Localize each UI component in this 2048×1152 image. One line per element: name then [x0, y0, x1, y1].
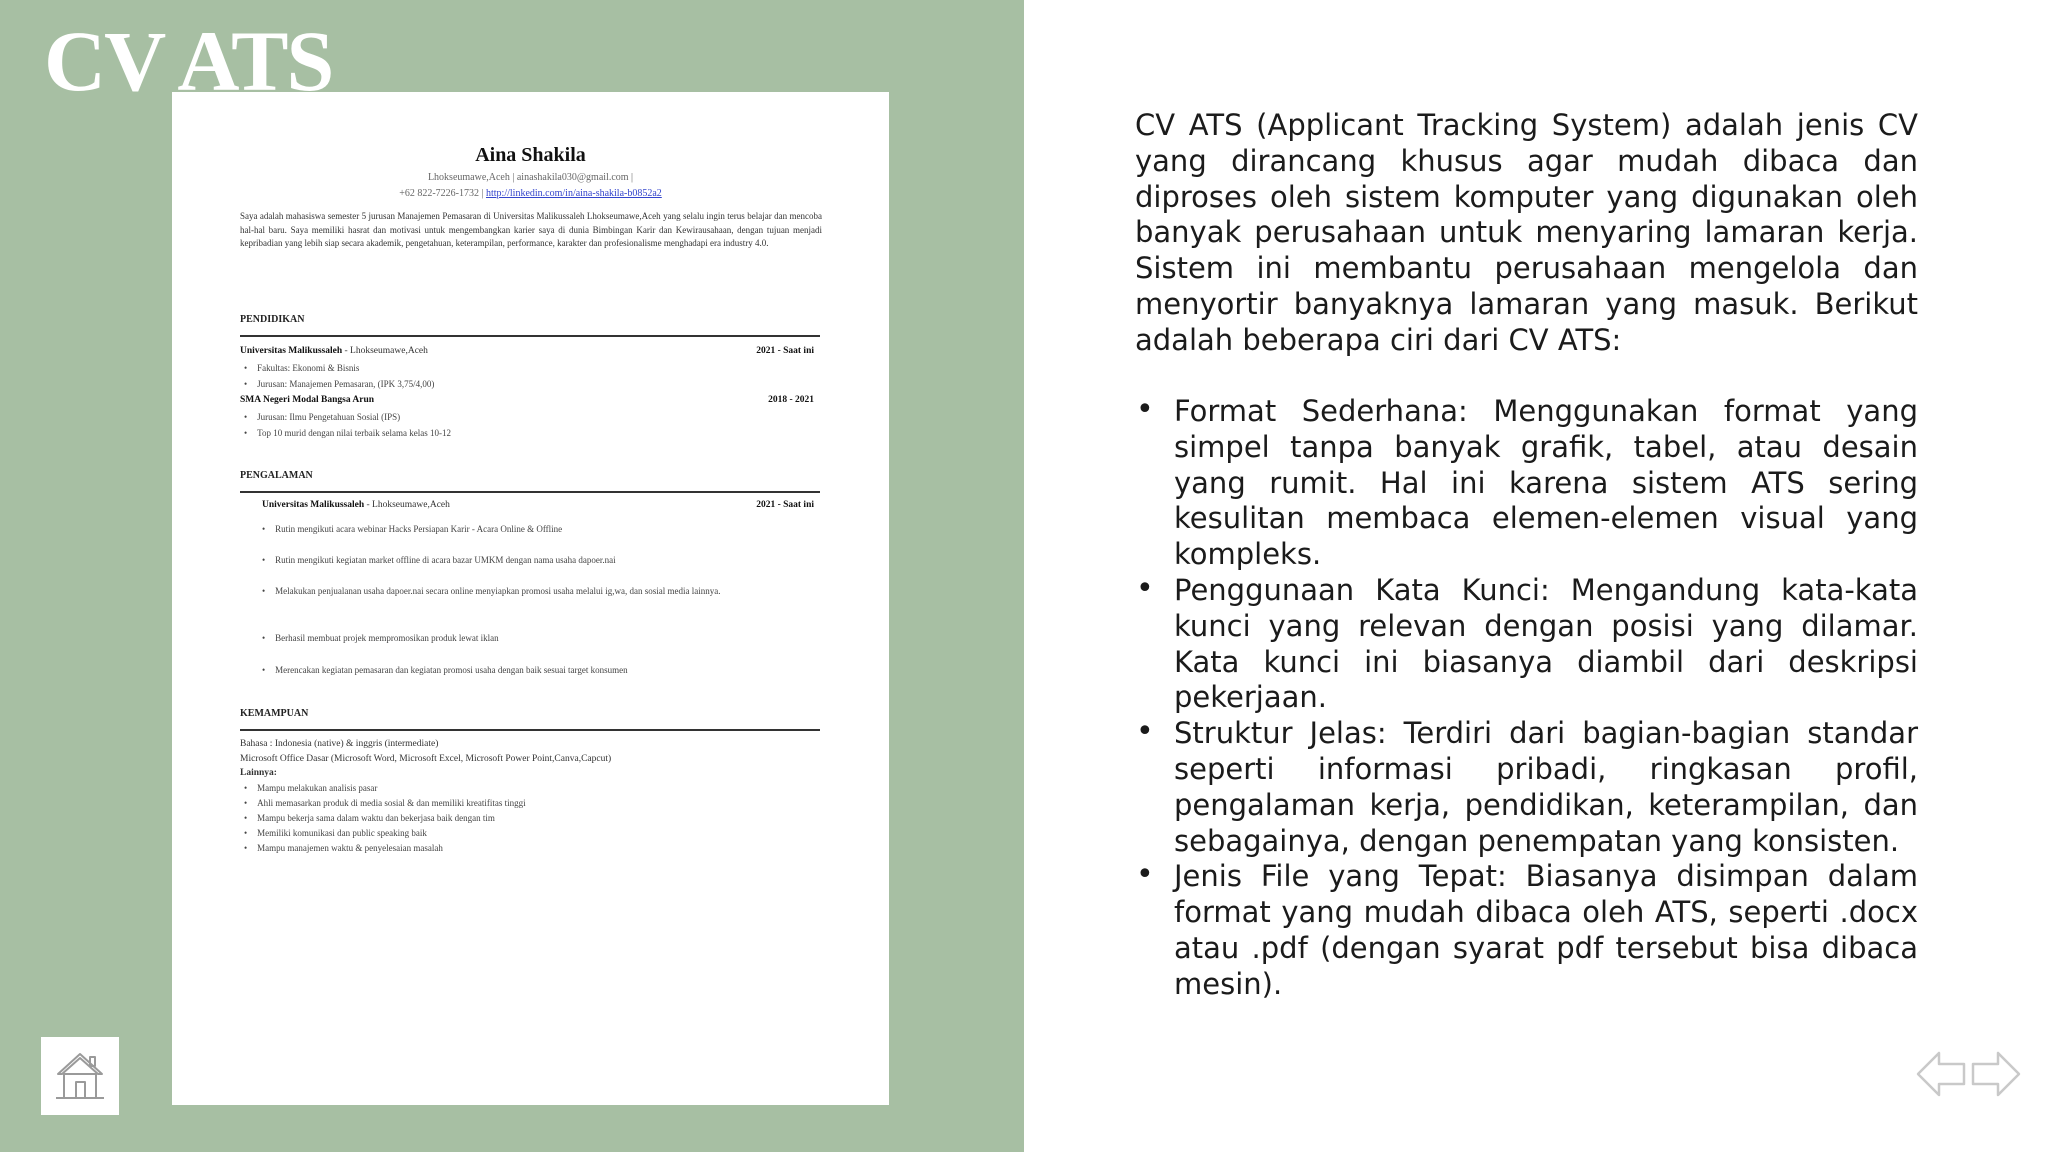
feature-list-item: • Jenis File yang Tepat: Biasanya disimpan dalam format yang mudah dibaca oleh ATS, seperti .docx atau .pdf (dengan syarat pdf tersebut bisa dibaca mesin). [1135, 859, 1918, 1002]
cv-skill-office: Microsoft Office Dasar (Microsoft Word, Microsoft Excel, Microsoft Power Point,Canva,Capcut) [240, 754, 612, 764]
cv-edu-item: • Jurusan: Manajemen Pemasaran, (IPK 3,75/4,00) [244, 378, 804, 391]
cv-exp-place: - Lhokseumawe,Aceh [364, 500, 450, 510]
cv-exp-period: 2021 - Saat ini [756, 500, 814, 510]
cv-exp-item: • Melakukan penjualanan usaha dapoer.nai secara online menyiapkan promosi usaha melalui ig,wa, dan sosial media lainnya. [262, 585, 802, 598]
feature-list [1135, 394, 1918, 1003]
previous-slide-button[interactable] [1913, 1048, 1969, 1102]
cv-section-experience: PENGALAMAN [240, 470, 313, 481]
cv-image [172, 92, 889, 1105]
home-button[interactable] [41, 1037, 119, 1115]
cv-divider [240, 491, 820, 493]
cv-divider [240, 335, 820, 337]
cv-section-education: PENDIDIKAN [240, 314, 305, 325]
cv-skill-item: • Memiliki komunikasi dan public speaking baik [244, 827, 804, 840]
arrow-right-icon [1970, 1049, 2022, 1099]
cv-phone: +62 822-7226-1732 | [399, 188, 484, 199]
cv-contact-line: Lhokseumawe,Aceh | ainashakila030@gmail.com | [427, 172, 634, 183]
cv-edu-school: SMA Negeri Modal Bangsa Arun [240, 395, 375, 405]
cv-skill-others-label: Lainnya: [240, 768, 277, 778]
cv-exp-item: • Rutin mengikuti kegiatan market offline di acara bazar UMKM dengan nama usaha dapoer.nai [262, 554, 802, 567]
slide-description: CV ATS (Applicant Tracking System) adalah jenis CV yang dirancang khusus agar mudah dibaca dan diproses oleh sistem komputer yang digunakan oleh banyak perusahaan untuk menyaring lamaran kerja. Sistem ini membantu perusahaan mengelola dan menyortir banyaknya lamaran yang masuk. Berikut adalah beberapa ciri dari CV ATS: [1135, 108, 1918, 357]
cv-edu-period: 2021 - Saat ini [756, 346, 814, 356]
cv-exp-row [262, 500, 814, 510]
cv-exp-item: • Rutin mengikuti acara webinar Hacks Persiapan Karir - Acara Online & Offline [262, 523, 802, 536]
cv-contact-line-2 [172, 186, 889, 202]
cv-edu-item: • Top 10 murid dengan nilai terbaik selama kelas 10-12 [244, 427, 804, 440]
cv-edu-row [240, 395, 814, 405]
cv-skill-item: • Mampu melakukan analisis pasar [244, 782, 804, 795]
cv-edu-row [240, 346, 814, 356]
cv-contact [172, 170, 889, 202]
arrow-left-icon [1915, 1049, 1967, 1099]
feature-list-item: • Format Sederhana: Menggunakan format yang simpel tanpa banyak grafik, tabel, atau desain yang rumit. Hal ini karena sistem ATS sering kesulitan membaca elemen-elemen visual yang kompleks. [1135, 394, 1918, 573]
cv-summary: Saya adalah mahasiswa semester 5 jurusan Manajemen Pemasaran di Universitas Malikussaleh Lhokseumawe,Aceh yang selalu ingin terus belajar dan mencoba hal-hal baru. Saya memiliki hasrat dan motivasi untuk mengembangkan karier saya di dunia Bimbingan Karir dan Kewirausahaan, dengan tujuan menjadi kepribadian yang lebih siap secara akademik, pengetahuan, keterampilan, performance, karakter dan profesionalisme menghadapi era industry 4.0. [240, 211, 822, 248]
slide-title: CV ATS [44, 13, 333, 109]
cv-section-skills: KEMAMPUAN [240, 708, 309, 719]
cv-name: Aina Shakila [475, 144, 586, 166]
cv-exp-item: • Berhasil membuat projek mempromosikan produk lewat iklan [262, 632, 802, 645]
feature-list-item: • Penggunaan Kata Kunci: Mengandung kata-kata kunci yang relevan dengan posisi yang dilamar. Kata kunci ini biasanya diambil dari deskripsi pekerjaan. [1135, 573, 1918, 716]
cv-skill-item: • Mampu manajemen waktu & penyelesaian masalah [244, 842, 804, 855]
next-slide-button[interactable] [1968, 1048, 2024, 1102]
cv-linkedin-link: http://linkedin.com/in/aina-shakila-b0852a2 [486, 188, 662, 199]
cv-skill-language: Bahasa : Indonesia (native) & inggris (intermediate) [240, 739, 439, 749]
cv-edu-school: Universitas Malikussaleh [240, 346, 343, 356]
cv-edu-period: 2018 - 2021 [768, 395, 814, 405]
cv-skill-item: • Ahli memasarkan produk di media sosial & dan memiliki kreatifitas tinggi [244, 797, 804, 810]
cv-edu-item: • Fakultas: Ekonomi & Bisnis [244, 362, 804, 375]
cv-exp-org: Universitas Malikussaleh [262, 500, 365, 510]
cv-skill-item: • Mampu bekerja sama dalam waktu dan bekerjasa baik dengan tim [244, 812, 804, 825]
cv-divider [240, 729, 820, 731]
home-icon [52, 1048, 108, 1104]
cv-exp-item: • Merencakan kegiatan pemasaran dan kegiatan promosi usaha dengan baik sesuai target konsumen [262, 664, 802, 677]
feature-list-item: • Struktur Jelas: Terdiri dari bagian-bagian standar seperti informasi pribadi, ringkasan profil, pengalaman kerja, pendidikan, keterampilan, dan sebagainya, dengan penempatan yang konsisten. [1135, 716, 1918, 859]
cv-edu-item: • Jurusan: Ilmu Pengetahuan Sosial (IPS) [244, 411, 804, 424]
cv-edu-place: - Lhokseumawe,Aceh [342, 346, 428, 356]
